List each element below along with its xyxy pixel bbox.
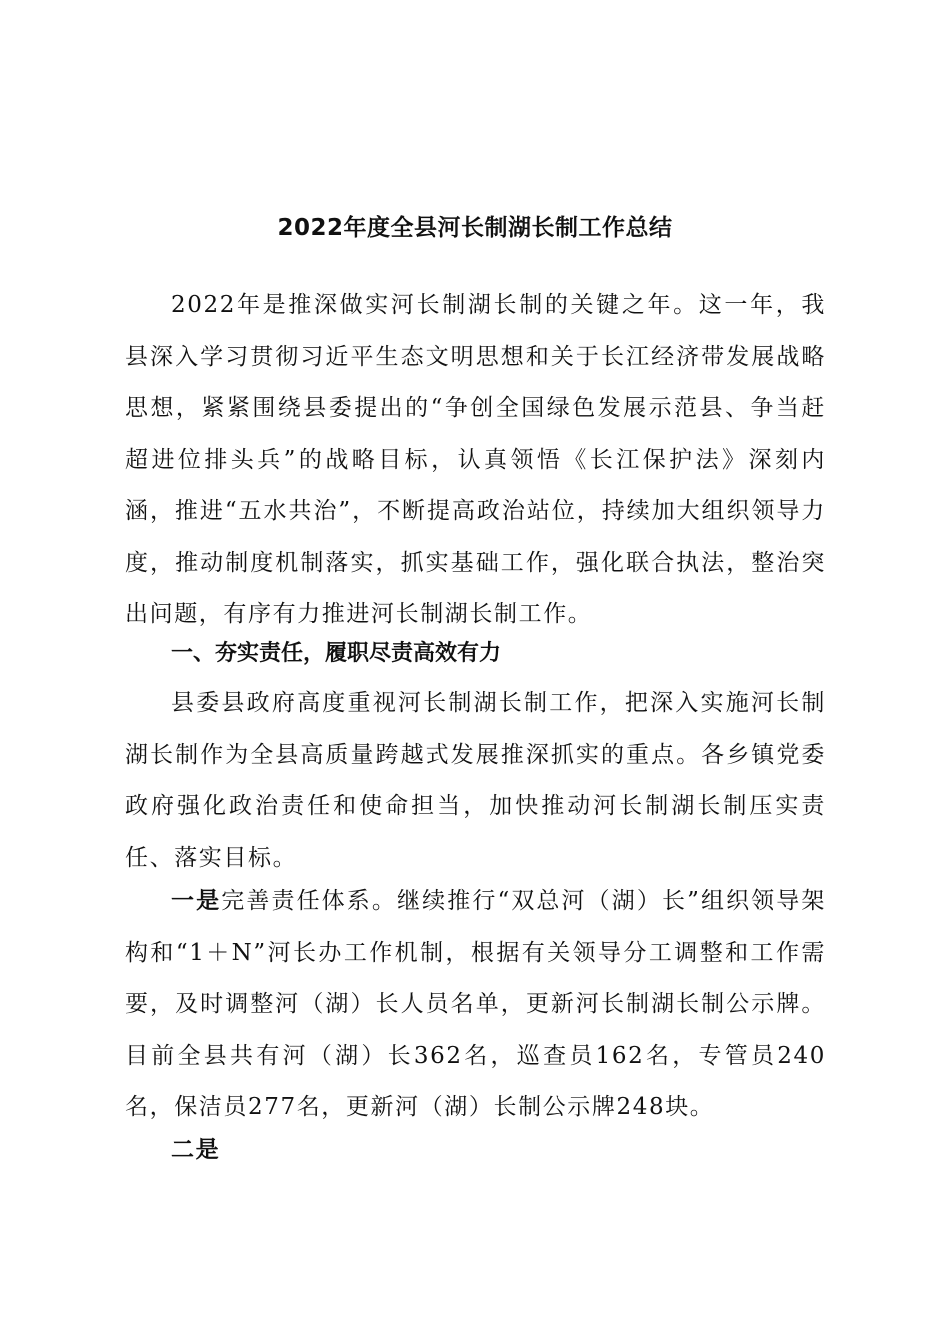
intro-paragraph: 2022年是推深做实河长制湖长制的关键之年。这一年，我县深入学习贯彻习近平生态文明思想和关于长江经济带发展战略思想，紧紧围绕县委提出的“争创全国绿色发展示范县、争当赶超进位排头兵”的战略目标，认真领悟《长江保护法》深刻内涵，推进“五水共治”，不断提高政治站位，持续加大组织领导力度，推动制度机制落实，抓实基础工作，强化联合执法，整治突出问题，有序有力推进河长制湖长制工作。	[125, 292, 826, 627]
section-paragraph: 县委县政府高度重视河长制湖长制工作，把深入实施河长制湖长制作为全县高质量跨越式发展推深抓实的重点。各乡镇党委政府强化政治责任和使命担当，加快推动河长制湖长制压实责任、落实目标。	[125, 690, 826, 871]
section-heading: 一、夯实责任，履职尽责高效有力	[171, 641, 502, 666]
document-title: 2022年度全县河长制湖长制工作总结	[277, 215, 673, 241]
point-one-text: 完善责任体系。继续推行“双总河（湖）长”组织领导架构和“1＋N”河长办工作机制，根据有关领导分工调整和工作需要，及时调整河（湖）长人员名单，更新河长制湖长制公示牌。目前全县共有河（湖）长362名，巡查员162名，专管员240名，保洁员277名，更新河（湖）长制公示牌248块。	[125, 888, 826, 1120]
point-two-lead: 二是	[171, 1137, 221, 1163]
point-one-paragraph	[125, 876, 826, 1134]
point-two-paragraph	[125, 1125, 826, 1177]
point-one-lead: 一是	[171, 888, 222, 914]
